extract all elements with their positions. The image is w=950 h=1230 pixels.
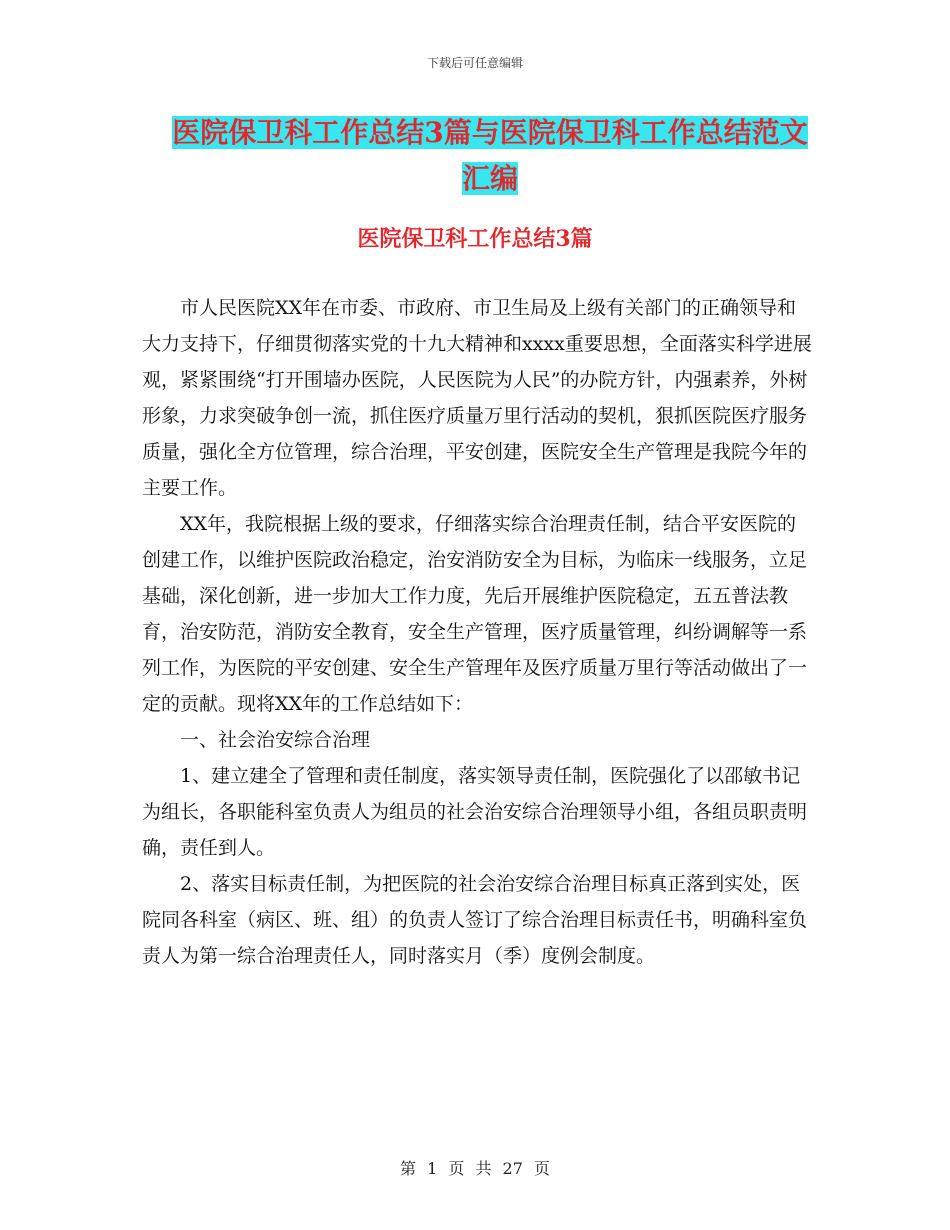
document-title-line2: 汇编 [461,162,518,195]
paragraph-intro: 市人民医院XX年在市委、市政府、市卫生局及上级有关部门的正确领导和大力支持下，仔细贯彻落实党的十九大精神和xxxx重要思想，全面落实科学进展观，紧紧围绕“打开围墙办医院，人民医院为人民”的办院方针，内强素养，外树形象，力求突破争创一流，抓住医疗质量万里行活动的契机，狠抓医院医疗服务质量，强化全方位管理，综合治理，平安创建，医院安全生产管理是我院今年的主要工作。 [142,297,812,499]
document-body [142,290,814,974]
page-number: 第 1 页 共 27 页 [400,1159,550,1178]
page-header-note: 下载后可任意编辑 [426,56,523,70]
paragraph-item-1: 1、建立建全了管理和责任制度，落实领导责任制，医院强化了以邵敏书记为组长，各职能科室负责人为组员的社会治安综合治理领导小组，各组员职责明确，责任到人。 [142,765,808,859]
paragraph-overview: XX年，我院根据上级的要求，仔细落实综合治理责任制，结合平安医院的创建工作，以维护医院政治稳定，治安消防安全为目标，为临床一线服务，立足基础，深化创新，进一步加大工作力度，先后开展维护医院稳定，五五普法教育，治安防范，消防安全教育，安全生产管理，医疗质量管理，纠纷调解等一系列工作，为医院的平安创建、安全生产管理年及医疗质量万里行等活动做出了一定的贡献。现将XX年的工作总结如下： [142,513,808,715]
document-title [140,110,840,202]
paragraph-item-2: 2、落实目标责任制，为把医院的社会治安综合治理目标真正落到实处，医院同各科室（病区、班、组）的负责人签订了综合治理目标责任书，明确科室负责人为第一综合治理责任人，同时落实月（季）度例会制度。 [142,873,808,967]
paragraph-heading-1: 一、社会治安综合治理 [180,729,371,751]
document-title-line1: 医院保卫科工作总结3篇与医院保卫科工作总结范文 [172,116,808,149]
section-title: 医院保卫科工作总结3篇 [357,226,593,252]
